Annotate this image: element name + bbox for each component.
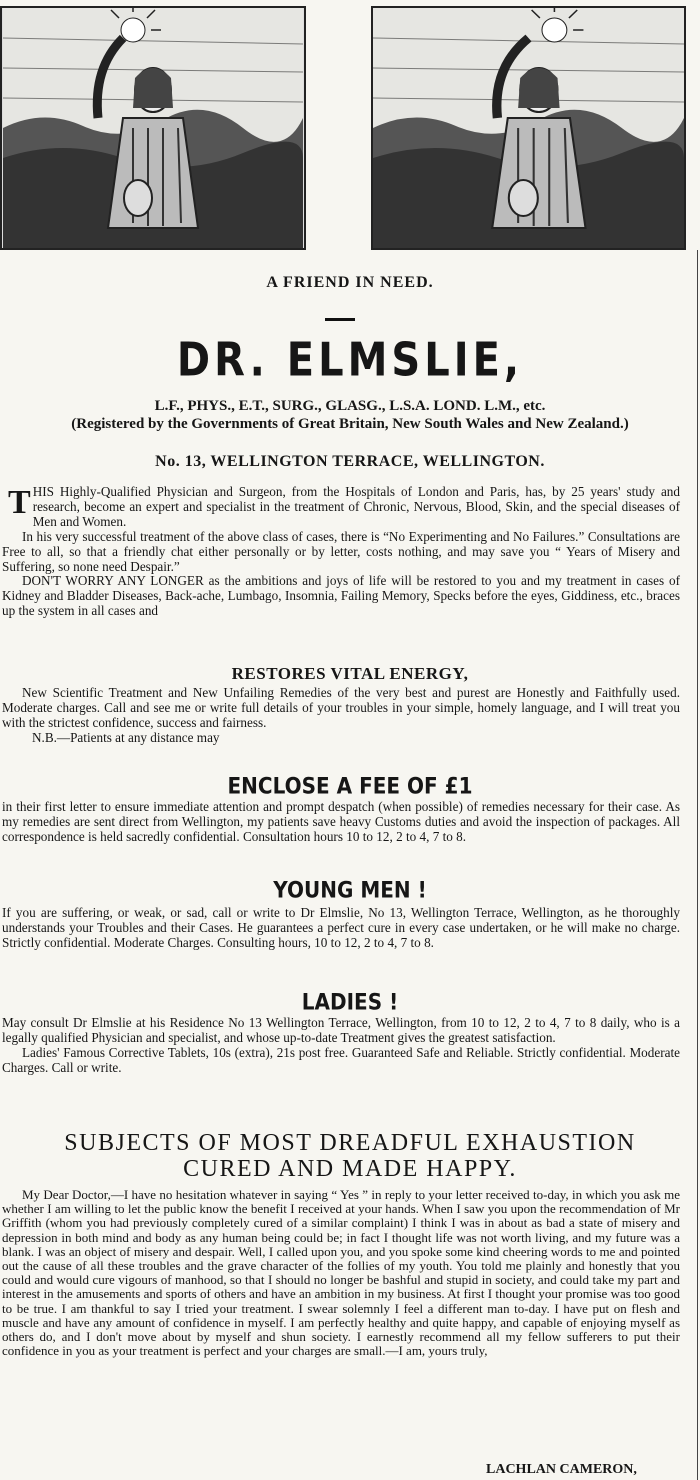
woman-in-field-icon — [2, 8, 304, 248]
vital-text: New Scientific Treatment and New Unfailing Remedies of the very best and purest are Honestly and Faithfully used. Moderate charges. Call and see me or write full details of your troubles in your simple, homely language, and I will treat you with the strictest confidence, success and fairness. N.B.—Patients at any distance may — [2, 685, 680, 745]
fee-text: in their first letter to ensure immediate attention and prompt despatch (when possible) of remedies necessary for their case. As my remedies are sent direct from Wellington, my patients save heavy Customs duties and avoid the inspection of packages. All correspondence is held sacredly confidential. Consultation hours 10 to 12, 2 to 4, 7 to 8. — [2, 799, 680, 844]
section-heading-fee: ENCLOSE A FEE OF £1 — [227, 772, 473, 799]
section-heading-vital: RESTORES VITAL ENERGY, — [231, 664, 469, 683]
address: No. 13, WELLINGTON TERRACE, WELLINGTON. — [155, 453, 545, 470]
divider — [325, 318, 355, 321]
testimonial-text: My Dear Doctor,—I have no hesitation whatever in saying “ Yes ” in reply to your letter received to-day, in which you ask me whether I am willing to let the public know the benefit I received at your hands. When I saw you upon the recommendation of Mr Griffith (whom you had previously completely cured of a similar complaint) I think I was in about as bad a state of misery and depression in both mind and body as any human being could be; in fact I thought life was not worth living, and my future was a blank. I was an object of misery and despair. Well, I called upon you, and you spoke some kind cheering words to me and pointed out the cause of all these troubles and the grave character of the follies of my youth. You told me plainly and honestly that you could and would cure vigours of manhood, so that I should no longer be bashful and stupid in society, and could take my part and interest in the amusements and sports of others and have an ambition in my business. At first I thought your promise was too good to be true. I am thankful to say I tried your treatment. I swear solemnly I feel a different man to-day. I have put on flesh and muscle and have any amount of confidence in myself. I am perfectly healthy and quite happy, and capable of enjoying myself as others do, and I don't move about by myself and shun society. I earnestly recommend all my fellow sufferers to put their confidence in you as your treatment is perfect and your charges are small.—I am, yours truly, — [2, 1187, 680, 1359]
signature: LACHLAN CAMERON, — [486, 1462, 637, 1477]
column-rule — [697, 250, 698, 1480]
testimonial-heading-1: SUBJECTS OF MOST DREADFUL EXHAUSTION — [64, 1130, 636, 1156]
testimonial-heading-2: CURED AND MADE HAPPY. — [183, 1156, 517, 1182]
section-heading-ladies: LADIES ! — [301, 988, 399, 1015]
doctor-name: DR. ELMSLIE, — [176, 334, 524, 387]
qualifications: L.F., PHYS., E.T., SURG., GLASG., L.S.A. LOND. L.M., etc. — [154, 398, 546, 414]
tagline: A FRIEND IN NEED. — [266, 274, 434, 291]
woman-in-field-illustration-right — [371, 6, 686, 250]
woman-in-field-illustration-left — [0, 6, 306, 250]
registration-note: (Registered by the Governments of Great Britain, New South Wales and New Zealand.) — [71, 416, 629, 432]
ladies-text: May consult Dr Elmslie at his Residence No 13 Wellington Terrace, Wellington, from 10 to 12, 2 to 4, 7 to 8 daily, who is a legally qualified Physician and specialist, and whose up-to-date Treatment gives the greatest satisfaction. Ladies' Famous Corrective Tablets, 10s (extra), 21s post free. Guaranteed Safe and Reliable. Strictly confidential. Moderate Charges. Call or write. — [2, 1015, 680, 1075]
woman-in-field-icon — [373, 8, 684, 248]
young-men-text: If you are suffering, or weak, or sad, call or write to Dr Elmslie, No 13, Wellington Terrace, Wellington, as he thoroughly understands your Troubles and their Cases. He guarantees a perfect cure in every case undertaken, or he will make no charge. Strictly confidential. Moderate Charges. Consulting hours, 10 to 12, 2 to 4, 7 to 8. — [2, 905, 680, 950]
section-heading-young-men: YOUNG MEN ! — [273, 876, 427, 903]
intro-text: THIS Highly-Qualified Physician and Surgeon, from the Hospitals of London and Paris, has, by 25 years' study and research, become an expert and specialist in the treatment of Chronic, Nervous, Blood, Skin, and the special diseases of Men and Women. In his very successful treatment of the above class of cases, there is “No Experimenting and No Failures.” Consultations are Free to all, so that a friendly chat either personally or by letter, costs nothing, and may save you “ Years of Misery and Suffering, so none need Despair.” DON'T WORRY ANY LONGER as the ambitions and joys of life will be restored to you and my treatment in cases of Kidney and Bladder Diseases, Back-ache, Lumbago, Insomnia, Failing Memory, Specks before the eyes, Giddiness, etc., braces up the system in all cases and — [2, 484, 680, 619]
drop-cap: T — [8, 484, 31, 521]
